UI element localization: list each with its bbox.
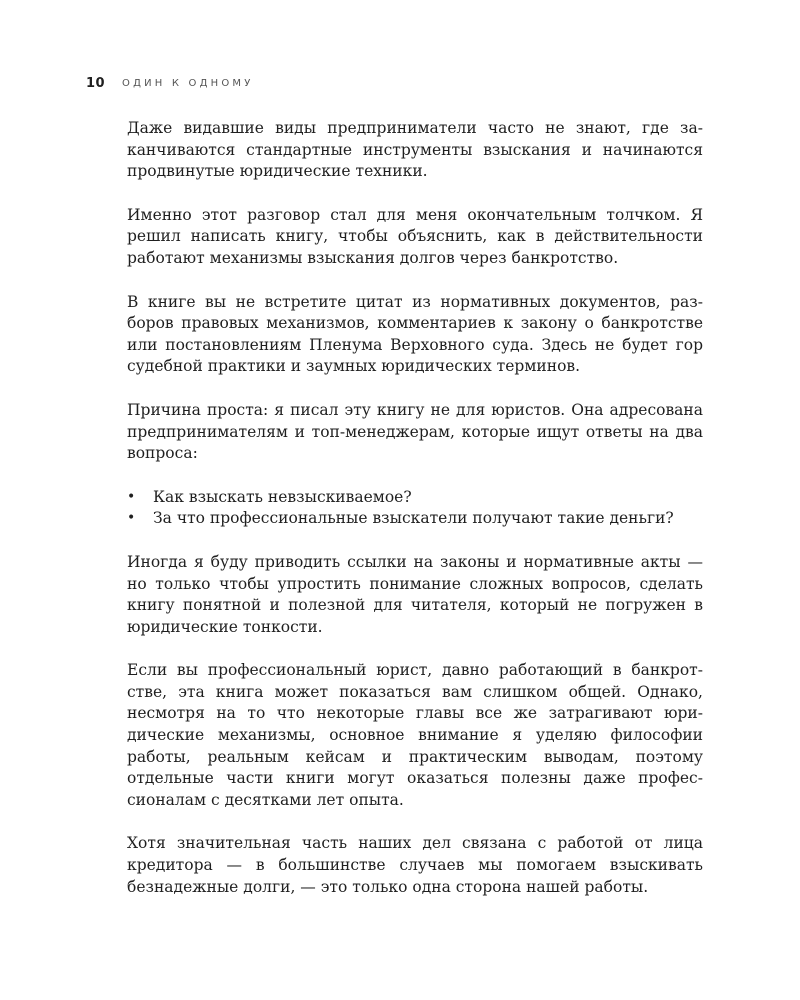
paragraph: Причина проста: я писал эту книгу не для юристов. Она адресована предпринимателям и топ-менеджерам, которые ищут ответы на два вопроса:: [127, 400, 703, 463]
list-item-text: За что профессиональные взыскатели получают такие деньги?: [153, 509, 674, 528]
paragraph: В книге вы не встретите цитат из нормативных документов, разборов правовых механизмов, комментариев к закону о банкротстве или постановлениям Пленума Верховного суда. Здесь не будет гор судебной практики и заумных юридических терминов.: [127, 292, 703, 376]
paragraph: Именно этот разговор стал для меня окончательным толчком. Я решил написать книгу, чтобы объяснить, как в действительности работают механизмы взыскания долгов через банкротство.: [127, 205, 703, 267]
paragraph: Хотя значительная часть наших дел связана с работой от лица кредитора — в большинстве случаев мы помогаем взыскивать безнадежные долги, — это только одна сторона нашей работы.: [127, 834, 703, 896]
list-item-text: Как взыскать невзыскиваемое?: [153, 487, 412, 506]
paragraph: Иногда я буду приводить ссылки на законы и нормативные акты — но только чтобы упростить понимание сложных вопросов, сделать книгу понятной и полезной для читателя, который не погружен в юридические тонкости.: [127, 552, 703, 636]
running-title: ОДИН К ОДНОМУ: [122, 77, 254, 89]
paragraph: Даже видавшие виды предприниматели часто не знают, где заканчиваются стандартные инструменты взыскания и начинаются продвинутые юридические техники.: [127, 119, 703, 181]
bullet-icon: •: [127, 510, 136, 527]
running-header: [86, 74, 254, 92]
bullet-list: [127, 487, 703, 530]
body-text: [127, 118, 703, 920]
paragraph: Если вы профессиональный юрист, давно работающий в банкротстве, эта книга может показаться вам слишком общей. Однако, несмотря на то что некоторые главы все же затрагивают юридические механизмы, основное внимание я уделяю философии работы, реальным кейсам и практическим выводам, поэтому отдельные части книги могут оказаться полезны даже профессионалам с десятками лет опыта.: [127, 661, 703, 809]
bullet-icon: •: [127, 488, 136, 505]
list-item: [127, 508, 703, 530]
page-number: 10: [86, 75, 106, 91]
list-item: [127, 487, 703, 509]
